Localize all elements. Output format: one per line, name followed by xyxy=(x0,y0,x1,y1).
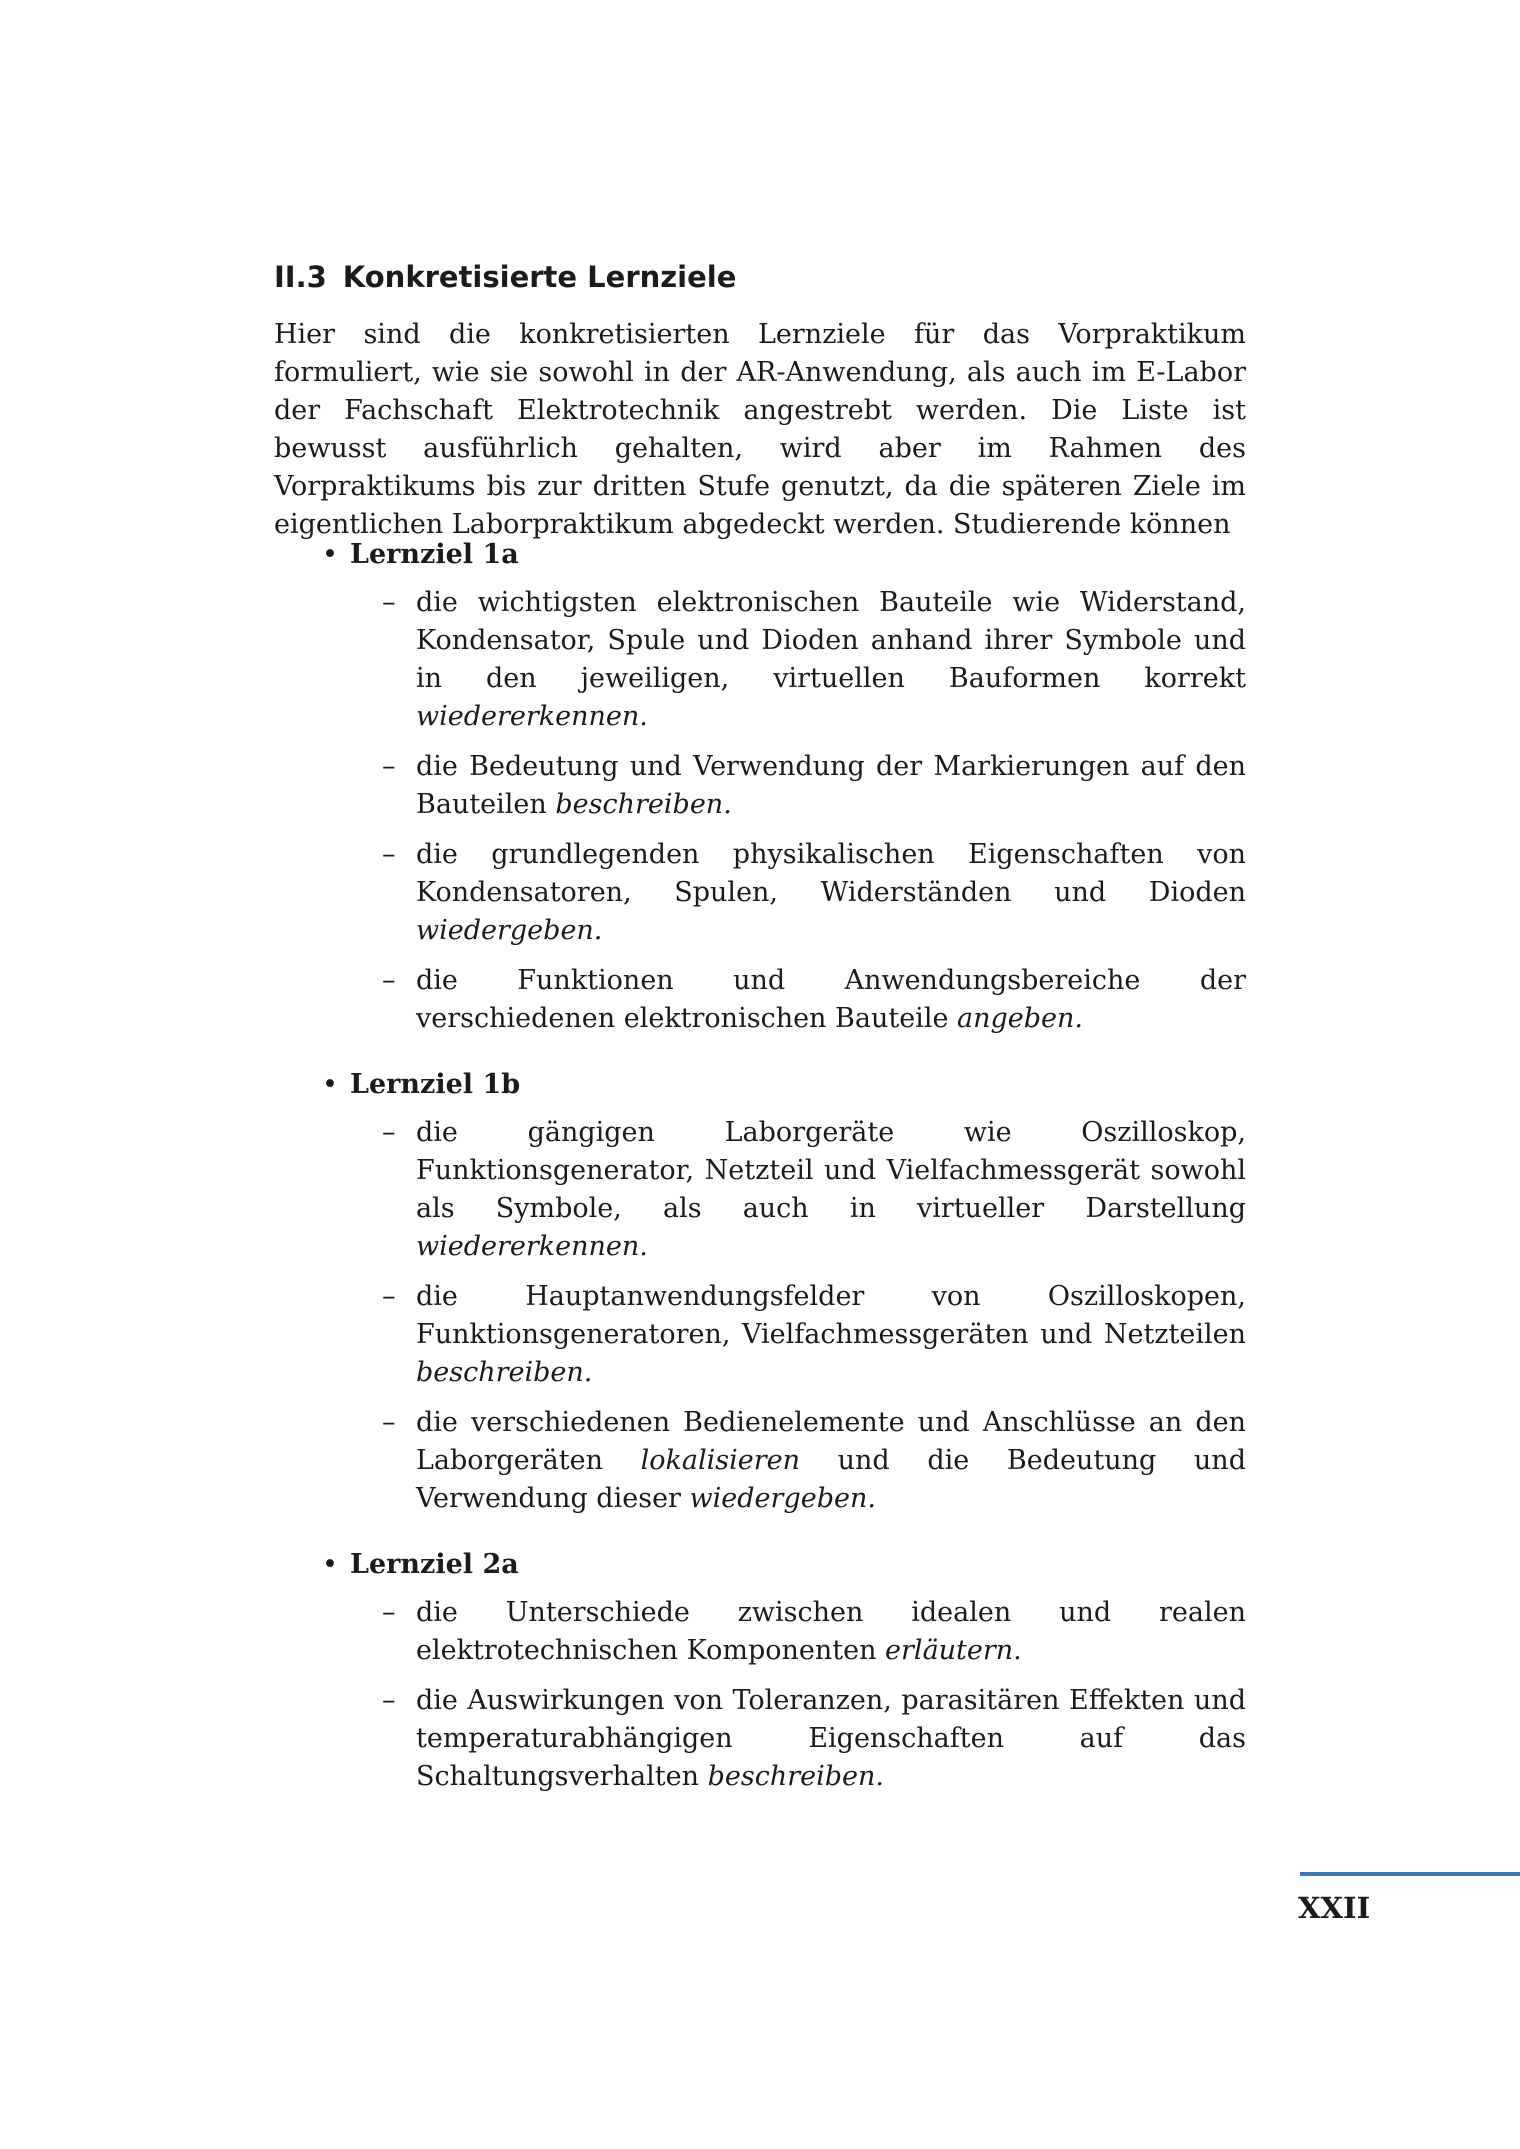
item-text: die gängigen Laborgeräte wie Oszilloskop, Funktionsgenerator, Netzteil und Vielfachmessgerät sowohl als Symbole, als auch in virtueller Darstellung xyxy=(416,1117,1246,1224)
goal-heading xyxy=(274,1066,1246,1104)
dash-icon: – xyxy=(382,839,396,870)
item-verb: wiedererkennen. xyxy=(416,701,648,732)
goal-label: Lernziel 1b xyxy=(350,1069,521,1100)
item-verb: beschreiben. xyxy=(555,789,732,820)
dash-icon: – xyxy=(382,1597,396,1628)
goal-label: Lernziel 1a xyxy=(350,539,519,570)
item-verb: wiedergeben. xyxy=(689,1483,876,1514)
goal-heading xyxy=(274,536,1246,574)
list-item xyxy=(274,836,1246,950)
list-item xyxy=(274,1682,1246,1796)
list-item xyxy=(274,748,1246,824)
intro-paragraph: Hier sind die konkretisierten Lernziele für das Vorpraktikum formuliert, wie sie sowohl in der AR-Anwendung, als auch im E-Labor der Fachschaft Elektrotechnik angestrebt werden. Die Liste ist bewusst ausführlich gehalten, wird aber im Rahmen des Vorpraktikums bis zur dritten Stufe genutzt, da die späteren Ziele im eigentlichen Laborpraktikum abgedeckt werden. Studierende können xyxy=(274,319,1246,540)
dash-icon: – xyxy=(382,965,396,996)
page-number: XXII xyxy=(1298,1891,1371,1925)
bullet-icon: • xyxy=(322,539,338,570)
item-text: die Bedeutung und Verwendung der Markierungen auf den Bauteilen xyxy=(416,751,1246,820)
list-item xyxy=(274,1278,1246,1392)
item-verb: angeben. xyxy=(957,1003,1083,1034)
item-text: die verschiedenen Bedienelemente und Anschlüsse an den Laborgeräten xyxy=(416,1407,1246,1476)
goal-items xyxy=(274,1114,1246,1518)
dash-icon: – xyxy=(382,587,396,618)
bullet-icon: • xyxy=(322,1549,338,1580)
list-item xyxy=(274,1594,1246,1670)
footer-rule xyxy=(1300,1872,1520,1876)
item-verb: wiedererkennen. xyxy=(416,1231,648,1262)
dash-icon: – xyxy=(382,751,396,782)
bullet-icon: • xyxy=(322,1069,338,1100)
list-item xyxy=(274,962,1246,1038)
section-title: Konkretisierte Lernziele xyxy=(342,260,737,294)
dash-icon: – xyxy=(382,1407,396,1438)
item-verb: lokalisieren xyxy=(640,1445,800,1476)
item-text: die Funktionen und Anwendungsbereiche der verschiedenen elektronischen Bauteile xyxy=(416,965,1246,1034)
goal-items xyxy=(274,1594,1246,1796)
list-item xyxy=(274,1114,1246,1266)
learning-goals-list xyxy=(274,536,1246,1824)
list-item xyxy=(274,1404,1246,1518)
item-text: die Auswirkungen von Toleranzen, parasitären Effekten und temperaturabhängigen Eigenschaften auf das Schaltungsverhalten xyxy=(416,1685,1246,1792)
item-text: die Hauptanwendungsfelder von Oszilloskopen, Funktionsgeneratoren, Vielfachmessgeräten und Netzteilen xyxy=(416,1281,1246,1350)
list-item xyxy=(274,584,1246,736)
item-verb: beschreiben. xyxy=(416,1357,593,1388)
item-verb: erläutern. xyxy=(885,1635,1022,1666)
learning-goal xyxy=(274,1546,1246,1796)
dash-icon: – xyxy=(382,1281,396,1312)
goal-label: Lernziel 2a xyxy=(350,1549,519,1580)
item-verb: beschreiben. xyxy=(707,1761,884,1792)
item-text: die wichtigsten elektronischen Bauteile wie Widerstand, Kondensator, Spule und Dioden anhand ihrer Symbole und in den jeweiligen, virtuellen Bauformen korrekt xyxy=(416,587,1246,694)
item-text: die grundlegenden physikalischen Eigenschaften von Kondensatoren, Spulen, Widerständen und Dioden xyxy=(416,839,1246,908)
section-number: II.3 xyxy=(274,260,327,294)
section-heading xyxy=(274,257,736,297)
item-text: und die Bedeutung und Verwendung dieser xyxy=(416,1445,1246,1514)
item-verb: wiedergeben. xyxy=(416,915,603,946)
learning-goal xyxy=(274,536,1246,1038)
dash-icon: – xyxy=(382,1117,396,1148)
dash-icon: – xyxy=(382,1685,396,1716)
learning-goal xyxy=(274,1066,1246,1518)
goal-items xyxy=(274,584,1246,1038)
item-text: die Unterschiede zwischen idealen und realen elektrotechnischen Komponenten xyxy=(416,1597,1246,1666)
goal-heading xyxy=(274,1546,1246,1584)
